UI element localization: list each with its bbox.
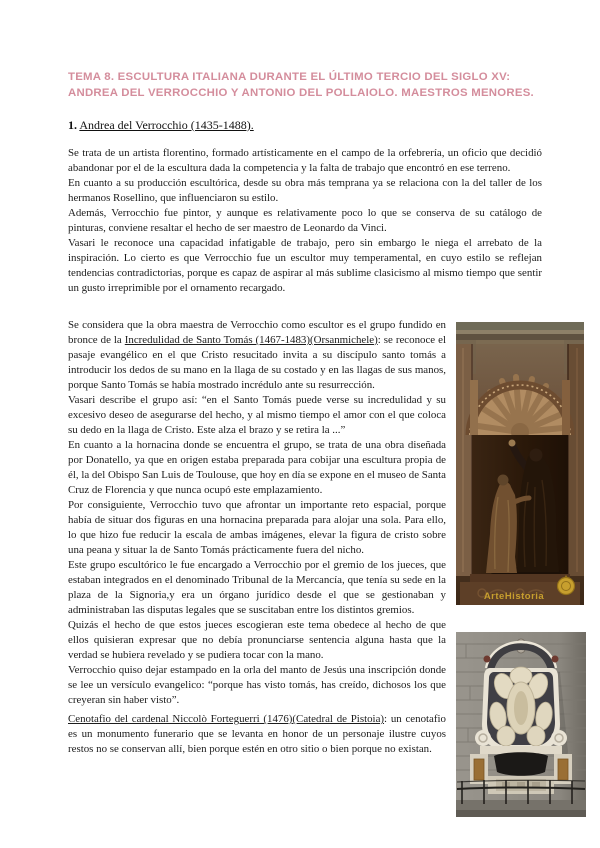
marble-figures (488, 667, 555, 746)
paragraph-with-work-title (68, 318, 446, 393)
artehistoria-logo (558, 578, 575, 595)
forteguerri-cenotaph-image (456, 632, 586, 817)
paragraph: Además, Verrocchio fue pintor, y aunque es relativamente poco lo que se conserva de su catálogo de pinturas, conviene resaltar el hecho de ser maestro de Leonardo da Vinci. (68, 207, 542, 234)
thomas-section-paragraphs (68, 318, 446, 708)
cenotaph-photo-graphic (456, 632, 586, 817)
document-title: TEMA 8. ESCULTURA ITALIANA DURANTE EL ÚLTIMO TERCIO DEL SIGLO XV: ANDREA DEL VERROCCHIO Y ANTONIO DEL POLLAIOLO. MAESTROS MENORES. (68, 71, 534, 99)
paragraph: En cuanto a su producción escultórica, desde su obra más temprana ya se relaciona con la del taller de los hermanos Rosellino, que influenciaron su estilo. (68, 177, 542, 204)
incredulity-photo-graphic (456, 322, 584, 605)
section-heading (68, 118, 544, 133)
sarcophagus (494, 752, 548, 776)
incredulity-of-saint-thomas-image (456, 322, 584, 605)
lead-text: Se considera que la obra maestra de Verrocchio como escultor es el grupo fundido en bronce de la (68, 319, 446, 346)
paragraph: Vasari le reconoce una capacidad infatigable de trabajo, pero sin embargo le niega el arrebato de la inspiración. Lo cierto es que Verrocchio fue un escultor muy temperamental, en cuyo estilo se reflejan tendencias contradictorias, porque es capaz de aspirar al más sublime clasicismo al mismo tiempo que sentir un gusto irreprimible por el ornamento recargado. (68, 237, 542, 294)
paragraph: Quizás el hecho de que estos jueces escogieran este tema obedece al hecho de que ellos quisieran expresar que no debía pronunciarse sentencia alguna hasta que la verdad se hubiera revelado y se pudiera tocar con la mano. (68, 619, 446, 661)
cenotaph-text: : un cenotafio es un monumento funerario que se levanta en honor de un personaje ilustre cuyos restos no se conservan allí, bien porque estén en otro sitio o bien porque no existan. (68, 713, 446, 755)
lead-rest: : se reconoce el pasaje evangélico en el que Cristo resucitado invita a su discípulo santo tomás a introducir los dedos de su mano en la llaga de su costado y en las llagas de sus manos, porque Santo Tomás se había mostrado incrédulo ante su resurrección. (68, 334, 446, 391)
paragraph: Por consiguiente, Verrocchio tuvo que afrontar un importante reto espacial, porque había de situar dos figuras en una hornacina preparada para alojar una sola. Para ello, lo que hizo fue reducir la escala de ambas imágenes, elevar la figura de cristo sobre una peana y situar la de Santo Tomás prácticamente fuera del nicho. (68, 499, 446, 556)
paragraph: Verrocchio quiso dejar estampado en la orla del manto de Jesús una inscripción donde se lee un versículo evangelico: “porque has visto tomás, has creído, dichosos los que creyeran sin haber visto”. (68, 664, 446, 706)
paragraph: Este grupo escultórico le fue encargado a Verrocchio por el gremio de los jueces, que estaban integrados en el denominado Tribunal de la Mercancía, que tenía su sede en la plaza de la Signoria,y era un órgano jurídico desde el que se gestionaban y administraban las disputas legales que se suscitaban entre los distintos gremios. (68, 559, 446, 616)
section-title: Andrea del Verrocchio (1435-1488). (79, 118, 254, 132)
paragraph: Se trata de un artista florentino, formado artísticamente en el campo de la orfebrería, un oficio que decidió abandonar por el de la escultura dada la competencia y la falta de trabajo que encontró en ese terreno. (68, 147, 542, 174)
section-number: 1. (68, 118, 77, 132)
cenotaph-paragraph (68, 712, 446, 757)
work-title-cenotafio: Cenotafio del cardenal Niccolò Forteguerri (1476)(Catedral de Pistoia) (68, 713, 385, 725)
watermark-text: ArteHistoria (483, 591, 545, 602)
paragraph: Vasari describe el grupo así: “en el Santo Tomás puede verse su incredulidad y su excesivo deseo de asegurarse del hecho, y al mismo tiempo el amor con el que coloca su dedo en la llaga de Cristo. Este alza el brazo y se retira la ...” (68, 394, 446, 436)
paragraph: En cuanto a la hornacina donde se encuentra el grupo, se trata de una obra diseñada por Donatello, ya que en origen estaba preparada para cobijar una escultura propia de él, la del Obispo San Luis de Toulouse, que hoy en día se expone en el museo de Santa Cruz de Florencia y que nunca ocupó este emplazamiento. (68, 439, 446, 496)
work-title-incredulidad: Incredulidad de Santo Tomás (1467-1483)(Orsanmichele) (124, 334, 378, 346)
intro-paragraphs (68, 146, 542, 296)
paragraph-with-work-title (68, 712, 446, 757)
